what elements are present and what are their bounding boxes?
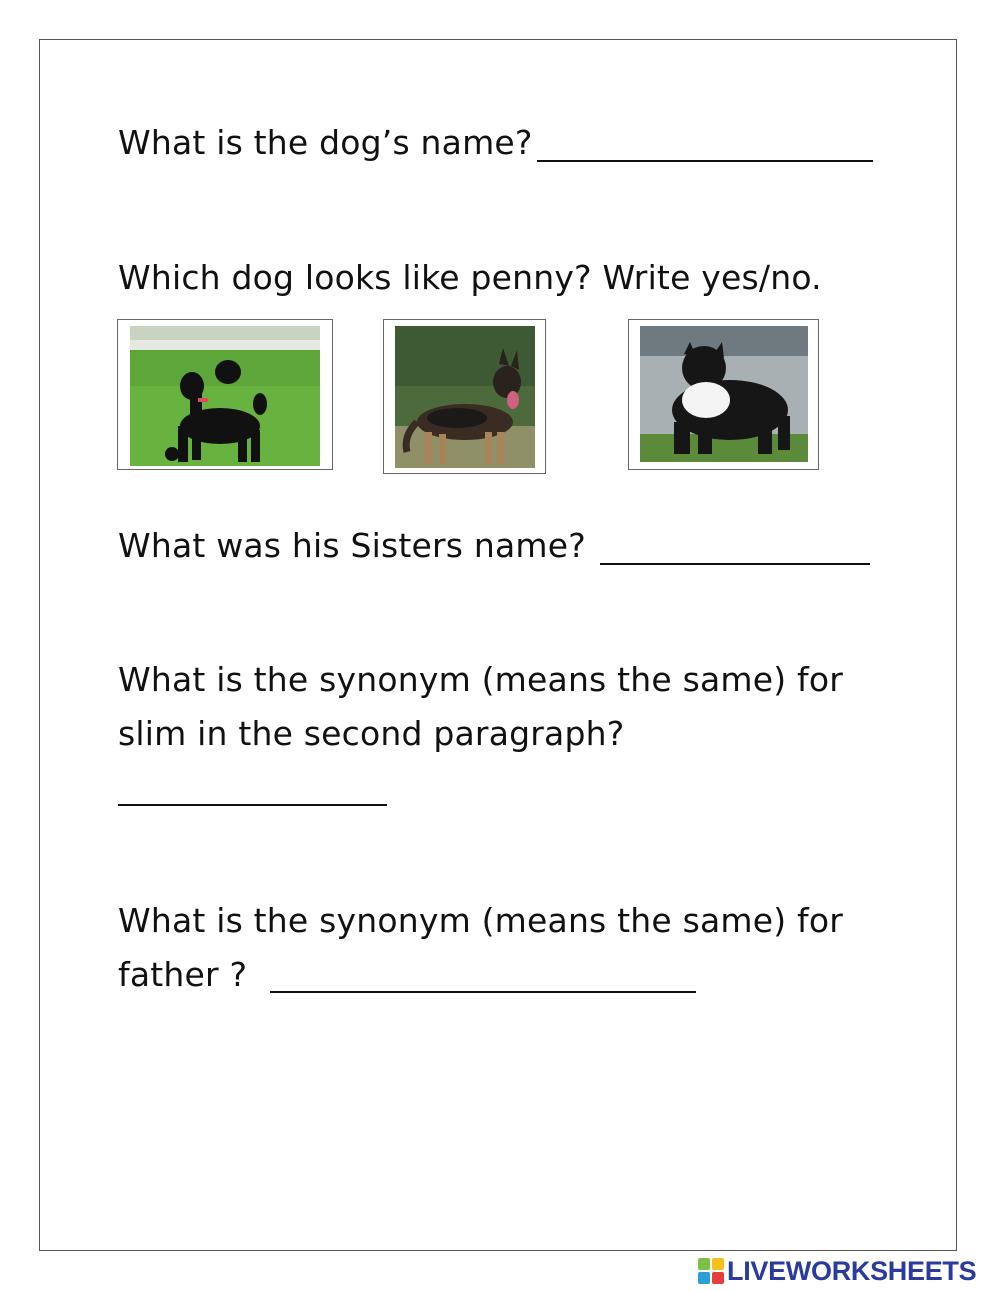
answer-blank-dog-name[interactable] xyxy=(537,160,873,162)
question-synonym-slim-line2: slim in the second paragraph? xyxy=(118,714,625,753)
question-dog-name: What is the dog’s name? xyxy=(118,123,533,162)
question-synonym-father-line1: What is the synonym (means the same) for xyxy=(118,901,843,940)
german-shepherd-icon xyxy=(395,326,535,468)
poodle-image xyxy=(117,319,333,470)
answer-blank-synonym-slim[interactable] xyxy=(118,804,387,806)
worksheet-page xyxy=(39,39,957,1251)
black-bully-dog-icon xyxy=(640,326,808,462)
question-synonym-slim-line1: What is the synonym (means the same) for xyxy=(118,660,843,699)
black-poodle-icon xyxy=(130,326,320,466)
question-which-dog: Which dog looks like penny? Write yes/no. xyxy=(118,258,822,297)
liveworksheets-brand-text: LIVEWORKSHEETS xyxy=(727,1255,977,1286)
answer-blank-synonym-father[interactable] xyxy=(270,991,696,993)
liveworksheets-logo-icon xyxy=(698,1258,724,1284)
question-sisters-name: What was his Sisters name? xyxy=(118,526,586,565)
bully-image xyxy=(628,319,819,470)
german-shepherd-image xyxy=(383,319,546,474)
answer-blank-sisters-name[interactable] xyxy=(600,563,870,565)
question-synonym-father-line2: father ? xyxy=(118,955,248,994)
liveworksheets-logo[interactable] xyxy=(698,1254,976,1288)
